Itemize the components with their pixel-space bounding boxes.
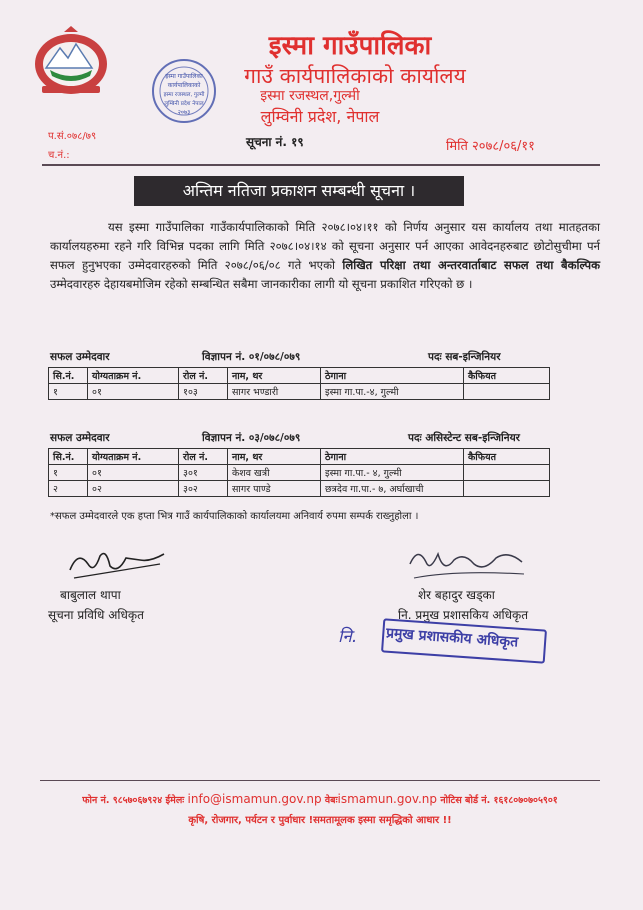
table-row [49,481,550,497]
notice-number: सूचना नं. १९ [246,135,304,149]
col-remarks: कैफियत [464,368,550,384]
footer-divider [40,780,600,781]
section2-label: सफल उम्मेदवार [50,432,110,444]
right-signatory-name: शेर बहादुर खड्का [418,588,495,602]
body-text-part1: यस इस्मा गाउँपालिका गाउँकार्यपालिकाको मिति २०७८।०४।११ को निर्णय अनुसार यस कार्यालय तथा मातहतका कार्यालयहरुमा रहने गरि विभिन्न पदका लागि मिति २०७८।०४।१४ को सूचना अनुसार पर्न आएका आवेदनहरुबाट छोटोसुचीमा पर्न सफल हुनुभएका उम्मेदवारहरुको मिति २०७८/०६/०८ गते भएको [50,220,600,272]
cell-name: सागर पाण्डे [228,481,321,497]
footer-notice-board: नोटिस बोर्ड नं. १६१८०७०७०५९०१ [440,795,558,806]
cell-sn: २ [49,481,88,497]
footer-phone: फोन नं. ९८५७०६७९२४ [82,795,163,806]
cell-address: छत्रदेव गा.पा.- ७, अर्घाखाची [321,481,464,497]
seal-line3: इस्मा रजस्थल, गुल्मी [163,92,205,98]
reference-number: प.सं.०७८/७९ [48,131,97,142]
col-address: ठेगाना [321,449,464,465]
col-roll: रोल नं. [179,368,228,384]
section2-post: पदः असिस्टेन्ट सब-इन्जिनियर [408,432,520,444]
designation-stamp-text: प्रमुख प्रशासकीय अधिकृत [385,625,519,651]
cell-address: इस्मा गा.पा.- ४, गुल्मी [321,465,464,481]
designation-stamp-prefix: नि. [338,627,358,647]
cell-name: केशव खत्री [228,465,321,481]
table-row [49,384,550,400]
seal-line2: कार्यपालिकाको [167,82,201,89]
seal-year: २०७३ [177,109,191,116]
footer-web-label: वेबः [324,795,338,806]
footer-contacts [40,792,600,806]
section2-advert: विज्ञापन नं. ०३/०७८/०७९ [202,432,301,444]
section2-header [50,431,600,445]
signature-left [60,544,170,584]
office-name: इस्मा गाउँपालिका [268,31,432,61]
section1-label: सफल उम्मेदवार [50,351,110,363]
notice-title: अन्तिम नतिजा प्रकाशन सम्बन्धी सूचना । [134,176,464,206]
table-header-row [49,368,550,384]
seal-line1: इस्मा गाउँपालिका [165,73,203,80]
col-name: नाम, थर [228,368,321,384]
col-sn: सि.नं. [49,368,88,384]
col-name: नाम, थर [228,449,321,465]
right-signatory-role: नि. प्रमुख प्रशासकिय अधिकृत [398,608,529,622]
col-merit: योग्यताक्रम नं. [88,368,179,384]
cell-sn: १ [49,465,88,481]
col-roll: रोल नं. [179,449,228,465]
table-row [49,465,550,481]
header-divider [42,164,600,166]
office-address: इस्मा रजस्थल,गुल्मी [260,88,360,104]
instruction-note: *सफल उम्मेदवारले एक हप्ता भित्र गाउँ कार्यपालिकाको कार्यालयमा अनिवार्य रुपमा सम्पर्क राख्नुहोला । [50,511,419,522]
cell-sn: १ [49,384,88,400]
seal-line4: लुम्बिनी प्रदेश नेपाल [164,101,204,107]
col-address: ठेगाना [321,368,464,384]
footer-email[interactable]: info@ismamun.gov.np [187,792,322,806]
cell-merit: ०१ [88,384,179,400]
office-seal-stamp [150,56,218,126]
cell-remarks [464,465,550,481]
section1-table [48,367,550,400]
body-text-bold: लिखित परिक्षा तथा अन्तरवार्ताबाट सफल तथा बैकल्पिक [342,258,601,272]
section1-post: पदः सब-इन्जिनियर [428,351,501,363]
cell-merit: ०१ [88,465,179,481]
cell-address: इस्मा गा.पा.-४, गुल्मी [321,384,464,400]
section2-table [48,448,550,497]
body-text-part2: उम्मेदवारहरु देहायबमोजिम रहेको सम्बन्धित सबैमा जानकारीका लागी यो सूचना प्रकाशित गरिएको छ । [50,277,473,291]
cell-remarks [464,481,550,497]
notice-date: मिति २०७८/०६/११ [446,139,535,154]
col-merit: योग्यताक्रम नं. [88,449,179,465]
footer-email-label: ईमेलः [165,795,185,806]
section1-advert: विज्ञापन नं. ०१/०७८/०७९ [202,351,301,363]
cell-remarks [464,384,550,400]
cell-roll: ३०२ [179,481,228,497]
office-province: लुम्विनी प्रदेश, नेपाल [260,107,380,126]
cell-roll: १०३ [179,384,228,400]
notice-body [50,218,600,294]
signature-right [404,544,534,586]
cell-merit: ०२ [88,481,179,497]
footer-tagline: कृषि, रोजगार, पर्यटन र पुर्वाधार !समतामूलक इस्मा समृद्धिको आधार !! [188,815,452,826]
section1-header [50,350,600,364]
cell-name: सागर भण्डारी [228,384,321,400]
footer-website[interactable]: ismamun.gov.np [337,792,438,806]
col-remarks: कैफियत [464,449,550,465]
dispatch-number: च.नं.: [48,150,70,161]
left-signatory-role: सूचना प्रविधि अधिकृत [48,608,144,622]
office-subtitle: गाउँ कार्यपालिकाको कार्यालय [244,64,466,88]
cell-roll: ३०१ [179,465,228,481]
nepal-emblem-icon [30,26,112,98]
table-header-row [49,449,550,465]
col-sn: सि.नं. [49,449,88,465]
left-signatory-name: बाबुलाल थापा [60,588,121,602]
